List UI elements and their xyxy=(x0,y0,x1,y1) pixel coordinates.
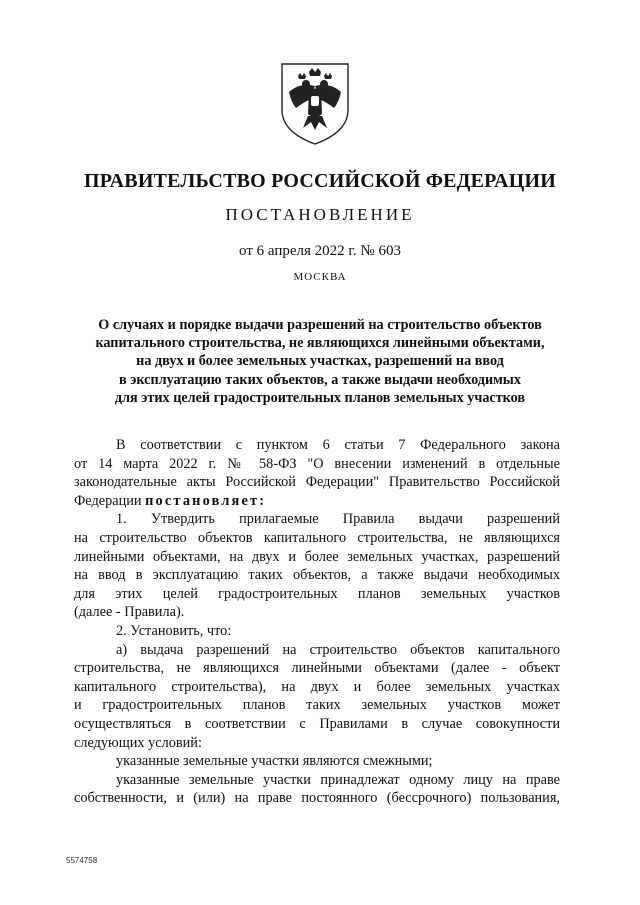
title-line: капитального строительства, не являющихся линейными объектами, xyxy=(95,335,545,352)
item2a-line: а) выдача разрешений на строительство объектов капитального xyxy=(116,641,560,658)
document-title xyxy=(60,316,580,407)
government-title: ПРАВИТЕЛЬСТВО РОССИЙСКОЙ ФЕДЕРАЦИИ xyxy=(84,170,556,192)
item2a-line: и градостроительных планов таких земельных участков может xyxy=(74,697,560,714)
item1-line: на строительство объектов капитального строительства, не являющихся xyxy=(74,529,560,546)
double-headed-eagle-emblem xyxy=(276,58,354,146)
item1-line: на ввод в эксплуатацию таких объектов, а также выдачи необходимых xyxy=(74,567,560,584)
condition-2-line: собственности, и (или) на праве постоянного (бессрочного) пользования, xyxy=(74,790,560,807)
item2a-line: капитального строительства), на двух и более земельных участках xyxy=(74,678,560,695)
date-and-number: от 6 апреля 2022 г. № 603 xyxy=(239,243,401,259)
item1-line: для этих целей градостроительных планов земельных участков xyxy=(74,585,560,602)
item1-line: линейными объектами, на двух и более земельных участках, разрешений xyxy=(74,548,560,565)
item2a-line: следующих условий: xyxy=(74,734,202,751)
footer-code: 5574758 xyxy=(66,856,98,865)
title-line: на двух и более земельных участках, разрешений на ввод xyxy=(136,353,504,370)
intro-line-last xyxy=(74,492,560,511)
intro-prefix: Федерации xyxy=(74,492,146,509)
item1-line: (далее - Правила). xyxy=(74,604,185,621)
intro-line: В соответствии с пунктом 6 статьи 7 Федерального закона xyxy=(116,437,560,453)
document-body xyxy=(74,436,560,808)
condition-2-line: указанные земельные участки принадлежат одному лицу на праве xyxy=(116,771,560,788)
title-line: для этих целей градостроительных планов земельных участков xyxy=(114,389,526,406)
decree-word: постановляет: xyxy=(145,492,267,509)
city: МОСКВА xyxy=(293,271,347,283)
document-type: ПОСТАНОВЛЕНИЕ xyxy=(225,205,415,224)
title-line: в эксплуатацию таких объектов, а также выдачи необходимых xyxy=(119,371,521,388)
intro-line: законодательные акты Российской Федерации" Правительство Российской xyxy=(74,474,560,491)
item2a-line: осуществляться в соответствии с Правилами в случае совокупности xyxy=(74,715,560,732)
intro-line: от 14 марта 2022 г. № 58-ФЗ "О внесении изменений в отдельные xyxy=(74,455,560,472)
item1-line: 1. Утвердить прилагаемые Правила выдачи разрешений xyxy=(116,511,560,528)
item2: 2. Установить, что: xyxy=(116,622,232,639)
item2a-line: строительства, не являющихся линейными объектами (далее - объект xyxy=(74,660,560,677)
title-line: О случаях и порядке выдачи разрешений на строительство объектов xyxy=(98,317,542,333)
condition-1: указанные земельные участки являются смежными; xyxy=(116,753,433,770)
